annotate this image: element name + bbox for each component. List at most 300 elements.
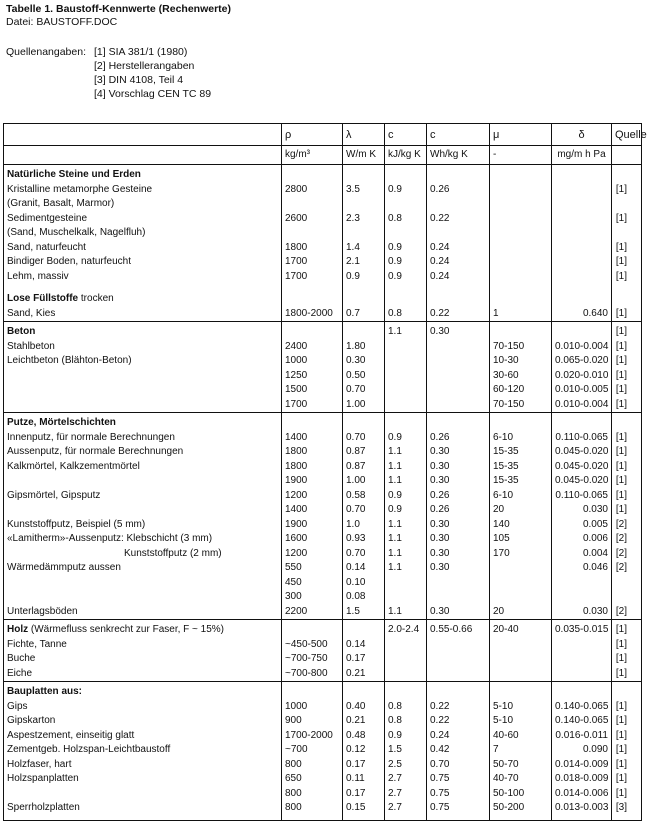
heat-capacity-kj-cell: 2.5 xyxy=(385,758,427,773)
delta-cell: 0.010-0.004 xyxy=(552,340,612,355)
source-cell: [2] xyxy=(612,561,642,576)
density-cell xyxy=(282,322,343,340)
heat-capacity-wh-cell xyxy=(427,340,490,355)
mu-cell: 30-60 xyxy=(490,369,552,384)
section-row xyxy=(4,413,642,431)
mu-cell xyxy=(490,226,552,241)
delta-cell: 0.010-0.004 xyxy=(552,398,612,413)
conductivity-cell: 0.17 xyxy=(343,787,385,802)
source-cell: [1] xyxy=(612,667,642,682)
mu-cell: 70-150 xyxy=(490,340,552,355)
heat-capacity-kj-cell xyxy=(385,398,427,413)
conductivity-cell: 2.1 xyxy=(343,255,385,270)
delta-cell xyxy=(552,682,612,700)
density-cell: 2200 xyxy=(282,605,343,620)
mu-cell xyxy=(490,590,552,605)
mu-cell: 50-70 xyxy=(490,758,552,773)
conductivity-cell: 0.70 xyxy=(343,383,385,398)
material-name xyxy=(4,474,282,489)
table-row xyxy=(4,758,642,773)
heat-capacity-kj-cell: 1.1 xyxy=(385,532,427,547)
heat-capacity-wh-cell: 0.30 xyxy=(427,561,490,576)
delta-cell xyxy=(552,413,612,431)
conductivity-cell: 3.5 xyxy=(343,183,385,198)
delta-cell xyxy=(552,284,612,307)
mu-cell: 6-10 xyxy=(490,489,552,504)
material-name: Zementgeb. Holzspan-Leichtbaustoff xyxy=(4,743,282,758)
source-cell: [1] xyxy=(612,620,642,638)
material-name: Sand, Kies xyxy=(4,307,282,322)
delta-cell: 0.140-0.065 xyxy=(552,714,612,729)
mu-cell: 20 xyxy=(490,503,552,518)
table-row xyxy=(4,340,642,355)
conductivity-cell xyxy=(343,165,385,183)
source-cell: [1] xyxy=(612,241,642,256)
material-name xyxy=(4,787,282,802)
conductivity-cell: 1.80 xyxy=(343,340,385,355)
table-row xyxy=(4,284,642,307)
heat-capacity-wh-cell: 0.75 xyxy=(427,801,490,820)
material-name: Unterlagsböden xyxy=(4,605,282,620)
heat-capacity-kj-cell: 2.7 xyxy=(385,801,427,820)
delta-cell xyxy=(552,212,612,227)
source-cell xyxy=(612,413,642,431)
section-title: Natürliche Steine und Erden xyxy=(4,165,282,183)
delta-cell: 0.005 xyxy=(552,518,612,533)
density-cell: 1700 xyxy=(282,255,343,270)
table-row xyxy=(4,445,642,460)
material-name: Wärmedämmputz aussen xyxy=(4,561,282,576)
source-cell: [1] xyxy=(612,474,642,489)
material-name xyxy=(4,576,282,591)
source-references xyxy=(6,45,211,101)
delta-cell: 0.110-0.065 xyxy=(552,489,612,504)
heat-capacity-wh-cell: 0.22 xyxy=(427,700,490,715)
density-cell: 1800 xyxy=(282,445,343,460)
heat-capacity-wh-cell xyxy=(427,197,490,212)
source-cell xyxy=(612,226,642,241)
mu-cell xyxy=(490,212,552,227)
delta-cell: 0.090 xyxy=(552,743,612,758)
delta-cell: 0.030 xyxy=(552,605,612,620)
heat-capacity-wh-cell: 0.26 xyxy=(427,489,490,504)
material-name xyxy=(4,369,282,384)
table-title: Tabelle 1. Baustoff-Kennwerte (Rechenwerte) xyxy=(6,3,232,15)
heat-capacity-wh-cell xyxy=(427,398,490,413)
delta-cell xyxy=(552,226,612,241)
material-name: Holzfaser, hart xyxy=(4,758,282,773)
density-cell: 1800 xyxy=(282,241,343,256)
conductivity-cell: 0.93 xyxy=(343,532,385,547)
mu-cell: 40-60 xyxy=(490,729,552,744)
heat-capacity-kj-cell: 1.1 xyxy=(385,322,427,340)
delta-cell: 0.046 xyxy=(552,561,612,576)
table-row xyxy=(4,590,642,605)
delta-cell: 0.014-0.006 xyxy=(552,787,612,802)
material-name: Buche xyxy=(4,652,282,667)
heat-capacity-kj-cell xyxy=(385,667,427,682)
source-cell xyxy=(612,284,642,307)
symbol-c-kj: c xyxy=(385,124,427,146)
heat-capacity-kj-cell: 1.1 xyxy=(385,445,427,460)
table-row xyxy=(4,787,642,802)
table-row xyxy=(4,255,642,270)
mu-cell: 20 xyxy=(490,605,552,620)
conductivity-cell xyxy=(343,682,385,700)
density-cell xyxy=(282,682,343,700)
material-name xyxy=(4,590,282,605)
density-cell: 1700 xyxy=(282,270,343,285)
density-cell: 2600 xyxy=(282,212,343,227)
material-name: Leichtbeton (Blähton-Beton) xyxy=(4,354,282,369)
conductivity-cell: 1.00 xyxy=(343,398,385,413)
mu-cell: 10-30 xyxy=(490,354,552,369)
table-row xyxy=(4,460,642,475)
heat-capacity-wh-cell: 0.70 xyxy=(427,758,490,773)
heat-capacity-wh-cell: 0.26 xyxy=(427,431,490,446)
heat-capacity-kj-cell: 0.8 xyxy=(385,212,427,227)
source-cell: [1] xyxy=(612,652,642,667)
heat-capacity-wh-cell: 0.30 xyxy=(427,532,490,547)
table-row xyxy=(4,714,642,729)
source-cell: [1] xyxy=(612,255,642,270)
delta-cell: 0.065-0.020 xyxy=(552,354,612,369)
table-row xyxy=(4,431,642,446)
heat-capacity-kj-cell: 0.8 xyxy=(385,700,427,715)
source-cell: [1] xyxy=(612,340,642,355)
delta-cell: 0.045-0.020 xyxy=(552,445,612,460)
heat-capacity-kj-cell xyxy=(385,383,427,398)
conductivity-cell: 0.50 xyxy=(343,369,385,384)
material-name: Eiche xyxy=(4,667,282,682)
mu-cell xyxy=(490,667,552,682)
density-cell: 2400 xyxy=(282,340,343,355)
density-cell: 300 xyxy=(282,590,343,605)
table-row xyxy=(4,772,642,787)
density-cell: 1900 xyxy=(282,518,343,533)
heat-capacity-kj-cell xyxy=(385,576,427,591)
source-cell xyxy=(612,165,642,183)
source-cell: [1] xyxy=(612,270,642,285)
heat-capacity-kj-cell: 0.9 xyxy=(385,270,427,285)
delta-cell: 0.110-0.065 xyxy=(552,431,612,446)
conductivity-cell: 0.58 xyxy=(343,489,385,504)
table-row xyxy=(4,700,642,715)
material-name: Lehm, massiv xyxy=(4,270,282,285)
density-cell: ~700-750 xyxy=(282,652,343,667)
heat-capacity-wh-cell xyxy=(427,590,490,605)
heat-capacity-wh-cell: 0.26 xyxy=(427,503,490,518)
source-cell: [1] xyxy=(612,307,642,322)
conductivity-cell xyxy=(343,322,385,340)
source-cell: [1] xyxy=(612,431,642,446)
table-row xyxy=(4,605,642,620)
mu-cell: 70-150 xyxy=(490,398,552,413)
conductivity-cell: 0.40 xyxy=(343,700,385,715)
delta-cell: 0.013-0.003 xyxy=(552,801,612,820)
table-row xyxy=(4,743,642,758)
heat-capacity-kj-cell xyxy=(385,226,427,241)
heat-capacity-wh-cell: 0.24 xyxy=(427,729,490,744)
mu-cell: 50-100 xyxy=(490,787,552,802)
delta-cell xyxy=(552,576,612,591)
source-cell xyxy=(612,576,642,591)
density-cell: 1250 xyxy=(282,369,343,384)
source-cell xyxy=(612,197,642,212)
symbol-rho: ρ xyxy=(282,124,343,146)
document-header xyxy=(6,3,231,29)
table-row xyxy=(4,547,642,562)
mu-cell xyxy=(490,197,552,212)
delta-cell: 0.035-0.015 xyxy=(552,620,612,638)
source-cell: [1] xyxy=(612,460,642,475)
heat-capacity-wh-cell: 0.26 xyxy=(427,183,490,198)
delta-cell xyxy=(552,183,612,198)
section-row xyxy=(4,682,642,700)
table-row xyxy=(4,652,642,667)
material-group-note: (Wärmefluss senkrecht zur Faser, F ~ 15%) xyxy=(28,624,224,635)
conductivity-cell: 0.48 xyxy=(343,729,385,744)
heat-capacity-wh-cell xyxy=(427,576,490,591)
heat-capacity-kj-cell xyxy=(385,165,427,183)
mu-cell: 6-10 xyxy=(490,431,552,446)
mu-cell: 170 xyxy=(490,547,552,562)
table-row xyxy=(4,518,642,533)
table-row xyxy=(4,354,642,369)
conductivity-cell xyxy=(343,413,385,431)
material-name: (Sand, Muschelkalk, Nagelfluh) xyxy=(4,226,282,241)
section-row xyxy=(4,322,642,340)
mu-cell: 40-70 xyxy=(490,772,552,787)
mu-cell: 5-10 xyxy=(490,714,552,729)
source-cell: [2] xyxy=(612,605,642,620)
conductivity-cell: 0.14 xyxy=(343,638,385,653)
mu-cell: 5-10 xyxy=(490,700,552,715)
density-cell: 800 xyxy=(282,758,343,773)
material-name: «Lamitherm»-Aussenputz: Klebschicht (3 mm) xyxy=(4,532,282,547)
mu-cell xyxy=(490,322,552,340)
heat-capacity-kj-cell: 1.1 xyxy=(385,605,427,620)
material-name: Sand, naturfeucht xyxy=(4,241,282,256)
conductivity-cell: 0.17 xyxy=(343,758,385,773)
heat-capacity-wh-cell: 0.24 xyxy=(427,270,490,285)
heat-capacity-kj-cell: 2.7 xyxy=(385,772,427,787)
table-row xyxy=(4,226,642,241)
material-properties-table xyxy=(3,123,647,821)
density-cell: 1200 xyxy=(282,489,343,504)
delta-cell: 0.030 xyxy=(552,503,612,518)
unit-density: kg/m³ xyxy=(282,146,343,165)
heat-capacity-wh-cell xyxy=(427,652,490,667)
conductivity-cell: 0.12 xyxy=(343,743,385,758)
source-cell xyxy=(612,682,642,700)
source-cell: [1] xyxy=(612,212,642,227)
heat-capacity-kj-cell xyxy=(385,652,427,667)
material-name: Aspestzement, einseitig glatt xyxy=(4,729,282,744)
density-cell: 800 xyxy=(282,787,343,802)
table-row xyxy=(4,241,642,256)
heat-capacity-kj-cell xyxy=(385,413,427,431)
heat-capacity-kj-cell xyxy=(385,284,427,307)
heat-capacity-wh-cell xyxy=(427,383,490,398)
table-row xyxy=(4,212,642,227)
material-name xyxy=(4,383,282,398)
source-cell: [2] xyxy=(612,518,642,533)
density-cell xyxy=(282,165,343,183)
delta-cell xyxy=(552,255,612,270)
density-cell: 650 xyxy=(282,772,343,787)
table-row xyxy=(4,729,642,744)
source-cell: [1] xyxy=(612,445,642,460)
material-name xyxy=(4,398,282,413)
symbol-lambda: λ xyxy=(343,124,385,146)
delta-cell: 0.640 xyxy=(552,307,612,322)
section-title: Beton xyxy=(4,322,282,340)
density-cell: 800 xyxy=(282,801,343,820)
heat-capacity-wh-cell: 0.30 xyxy=(427,518,490,533)
source-cell: [1] xyxy=(612,354,642,369)
heat-capacity-kj-cell: 0.9 xyxy=(385,431,427,446)
heat-capacity-kj-cell: 0.9 xyxy=(385,729,427,744)
heat-capacity-wh-cell xyxy=(427,638,490,653)
heat-capacity-wh-cell: 0.22 xyxy=(427,307,490,322)
mu-cell xyxy=(490,241,552,256)
density-cell: 2800 xyxy=(282,183,343,198)
mu-cell: 1 xyxy=(490,307,552,322)
density-cell: 1000 xyxy=(282,700,343,715)
heat-capacity-kj-cell: 2.0-2.4 xyxy=(385,620,427,638)
source-cell: [2] xyxy=(612,547,642,562)
conductivity-cell: 0.87 xyxy=(343,460,385,475)
density-cell: 900 xyxy=(282,714,343,729)
material-group-label: Lose Füllstoffe xyxy=(7,293,79,304)
heat-capacity-wh-cell: 0.30 xyxy=(427,445,490,460)
source-cell: [1] xyxy=(612,503,642,518)
conductivity-cell: 1.5 xyxy=(343,605,385,620)
section-title: Putze, Mörtelschichten xyxy=(4,413,282,431)
delta-cell xyxy=(552,638,612,653)
heat-capacity-kj-cell: 2.7 xyxy=(385,787,427,802)
source-cell: [1] xyxy=(612,758,642,773)
source-cell: [1] xyxy=(612,369,642,384)
material-name: Kunststoffputz (2 mm) xyxy=(4,547,282,562)
mu-cell: 15-35 xyxy=(490,460,552,475)
heat-capacity-kj-cell: 1.1 xyxy=(385,547,427,562)
density-cell: 1700 xyxy=(282,398,343,413)
heat-capacity-wh-cell xyxy=(427,682,490,700)
conductivity-cell: 0.15 xyxy=(343,801,385,820)
mu-cell: 50-200 xyxy=(490,801,552,820)
mu-cell xyxy=(490,682,552,700)
conductivity-cell xyxy=(343,284,385,307)
unit-heat-capacity-kj: kJ/kg K xyxy=(385,146,427,165)
conductivity-cell: 1.0 xyxy=(343,518,385,533)
heat-capacity-wh-cell xyxy=(427,354,490,369)
delta-cell xyxy=(552,241,612,256)
heat-capacity-wh-cell xyxy=(427,165,490,183)
header-symbol-row xyxy=(4,124,642,146)
table-row xyxy=(4,667,642,682)
mu-cell xyxy=(490,576,552,591)
source-item: [1] SIA 381/1 (1980) xyxy=(94,46,188,58)
heat-capacity-wh-cell: 0.75 xyxy=(427,787,490,802)
source-cell: [1] xyxy=(612,743,642,758)
source-cell: [1] xyxy=(612,729,642,744)
table-row xyxy=(4,197,642,212)
table-row xyxy=(4,638,642,653)
section-title: Bauplatten aus: xyxy=(4,682,282,700)
heat-capacity-kj-cell: 0.9 xyxy=(385,255,427,270)
source-cell: [1] xyxy=(612,714,642,729)
symbol-delta: δ xyxy=(552,124,612,146)
column-source: Quelle xyxy=(612,124,642,146)
delta-cell: 0.045-0.020 xyxy=(552,460,612,475)
density-cell: 1900 xyxy=(282,474,343,489)
heat-capacity-kj-cell xyxy=(385,638,427,653)
mu-cell xyxy=(490,183,552,198)
table-row xyxy=(4,307,642,322)
material-name: Gipskarton xyxy=(4,714,282,729)
heat-capacity-kj-cell: 0.9 xyxy=(385,241,427,256)
density-cell: 1600 xyxy=(282,532,343,547)
density-cell: 450 xyxy=(282,576,343,591)
material-group-label: Holz xyxy=(7,624,29,635)
conductivity-cell: 1.4 xyxy=(343,241,385,256)
density-cell: ~700-800 xyxy=(282,667,343,682)
heat-capacity-kj-cell: 0.8 xyxy=(385,714,427,729)
material-name: Innenputz, für normale Berechnungen xyxy=(4,431,282,446)
delta-cell xyxy=(552,270,612,285)
table-row xyxy=(4,398,642,413)
conductivity-cell: 0.10 xyxy=(343,576,385,591)
mu-cell xyxy=(490,270,552,285)
source-cell: [2] xyxy=(612,532,642,547)
conductivity-cell: 0.08 xyxy=(343,590,385,605)
conductivity-cell: 0.7 xyxy=(343,307,385,322)
heat-capacity-wh-cell xyxy=(427,284,490,307)
material-name: (Granit, Basalt, Marmor) xyxy=(4,197,282,212)
density-cell xyxy=(282,284,343,307)
mu-cell xyxy=(490,255,552,270)
file-name: Datei: BAUSTOFF.DOC xyxy=(6,16,118,28)
material-name xyxy=(4,284,282,307)
density-cell: 1400 xyxy=(282,503,343,518)
mu-cell: 15-35 xyxy=(490,474,552,489)
mu-cell xyxy=(490,284,552,307)
heat-capacity-wh-cell: 0.30 xyxy=(427,474,490,489)
conductivity-cell xyxy=(343,197,385,212)
density-cell xyxy=(282,620,343,638)
source-cell: [1] xyxy=(612,700,642,715)
delta-cell: 0.010-0.005 xyxy=(552,383,612,398)
mu-cell xyxy=(490,652,552,667)
heat-capacity-kj-cell: 1.1 xyxy=(385,561,427,576)
source-cell: [3] xyxy=(612,801,642,820)
conductivity-cell: 0.14 xyxy=(343,561,385,576)
table-row xyxy=(4,561,642,576)
conductivity-cell: 0.17 xyxy=(343,652,385,667)
table-row xyxy=(4,270,642,285)
table-row xyxy=(4,576,642,591)
heat-capacity-wh-cell xyxy=(427,369,490,384)
delta-cell: 0.004 xyxy=(552,547,612,562)
material-name: Stahlbeton xyxy=(4,340,282,355)
conductivity-cell: 0.70 xyxy=(343,431,385,446)
conductivity-cell xyxy=(343,226,385,241)
delta-cell xyxy=(552,590,612,605)
material-name: Sperrholzplatten xyxy=(4,801,282,820)
density-cell xyxy=(282,226,343,241)
